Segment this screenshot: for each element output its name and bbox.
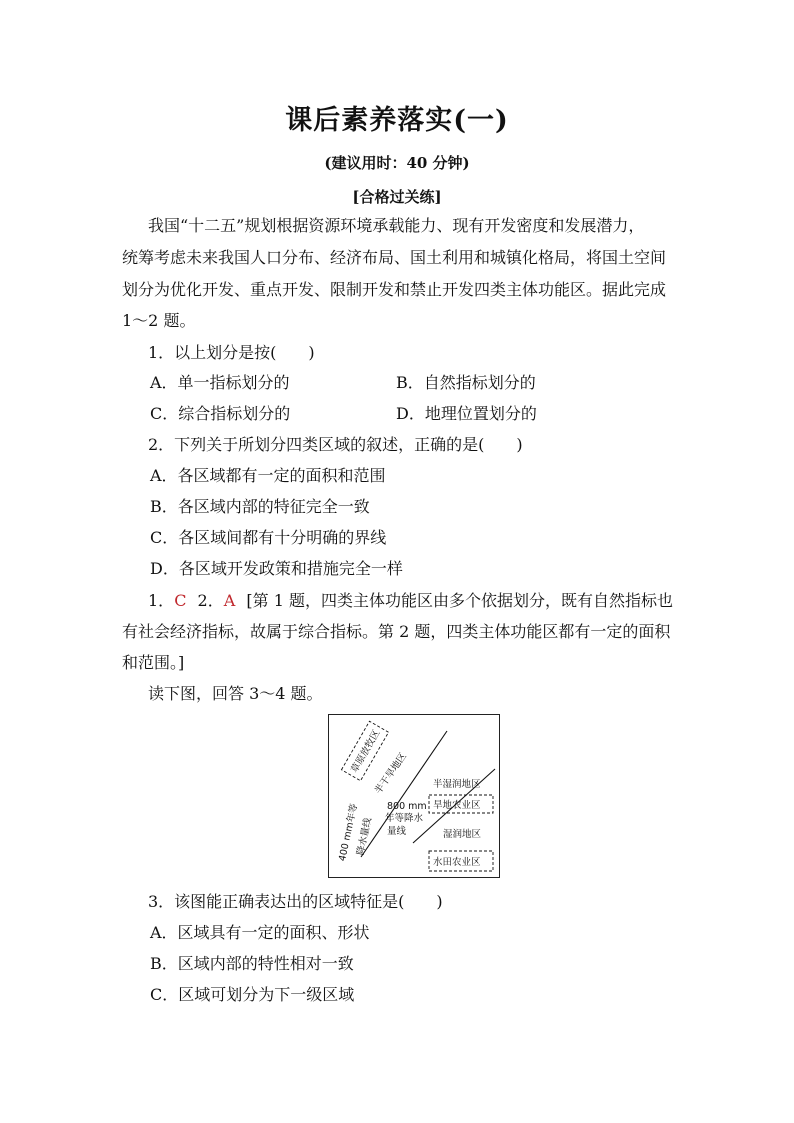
intro-line-2: 统筹考虑未来我国人口分布、经济布局、国土利用和城镇化格局，将国土空间 (122, 248, 667, 267)
intro-line-1: 我国“十二五”规划根据资源环境承载能力、现有开发密度和发展潜力， (148, 216, 645, 235)
isoline-800-label-c: 量线 (387, 826, 407, 837)
page-title: 课后素养落实(一) (285, 105, 509, 136)
isoline-800-label-a: 800 mm (387, 801, 427, 812)
paddy-label: 水田农业区 (433, 857, 481, 868)
semi-humid-label: 半湿润地区 (433, 779, 481, 790)
isoline-400-label-b: 降水量线 (355, 816, 374, 857)
answer-explanation-2: 有社会经济指标，故属于综合指标。第 2 题，四类主体功能区都有一定的面积 (122, 622, 671, 641)
answer-value-1: C (174, 591, 187, 610)
q3-option-a: A．区域具有一定的面积、形状 (150, 923, 370, 942)
q2-option-a: A．各区域都有一定的面积和范围 (150, 466, 386, 485)
q1-option-a: A．单一指标划分的 (150, 373, 290, 392)
q3-option-b: B．区域内部的特性相对一致 (150, 954, 354, 973)
q2-option-d: D．各区域开发政策和措施完全一样 (150, 559, 403, 578)
q1-option-b: B．自然指标划分的 (396, 373, 536, 392)
q2-option-c: C．各区域间都有十分明确的界线 (150, 528, 387, 547)
answer-explanation-1: [第 1 题，四类主体功能区由多个依据划分，既有自然指标也 (246, 591, 673, 610)
dry-farm-label: 旱地农业区 (433, 800, 481, 811)
semi-arid-label: 半干旱地区 (372, 750, 410, 797)
q1-option-c: C．综合指标划分的 (150, 404, 291, 423)
isoline-800-label-b: 年等降水 (385, 813, 424, 824)
q2-option-b: B．各区域内部的特征完全一致 (150, 497, 370, 516)
isoline-400mm (361, 731, 447, 857)
q3-option-c: C．区域可划分为下一级区域 (150, 985, 355, 1004)
region-diagram (328, 714, 500, 878)
answer-explanation-3: 和范围。] (122, 653, 185, 672)
isoline-400-label-a: 400 mm年等 (337, 802, 361, 863)
intro-line-3: 划分为优化开发、重点开发、限制开发和禁止开发四类主体功能区。据此完成 (122, 280, 667, 299)
q1-stem: 1．以上划分是按( ) (148, 343, 315, 362)
grassland-label: 草原放牧区 (349, 728, 383, 775)
read-figure-prompt: 读下图，回答 3～4 题。 (148, 684, 323, 703)
intro-line-4: 1～2 题。 (122, 311, 196, 330)
q3-stem: 3．该图能正确表达出的区域特征是( ) (148, 892, 443, 911)
section-heading: [合格过关练] (352, 188, 442, 206)
suggested-time: (建议用时：40 分钟) (324, 154, 470, 172)
q2-stem: 2．下列关于所划分四类区域的叙述，正确的是( ) (148, 435, 523, 454)
answer-num-1: 1． (148, 591, 175, 610)
humid-label: 湿润地区 (443, 829, 482, 840)
answer-num-2: 2． (197, 591, 224, 610)
q1-option-d: D．地理位置划分的 (396, 404, 537, 423)
answer-value-2: A (223, 591, 236, 610)
answer-line-1 (148, 590, 673, 612)
